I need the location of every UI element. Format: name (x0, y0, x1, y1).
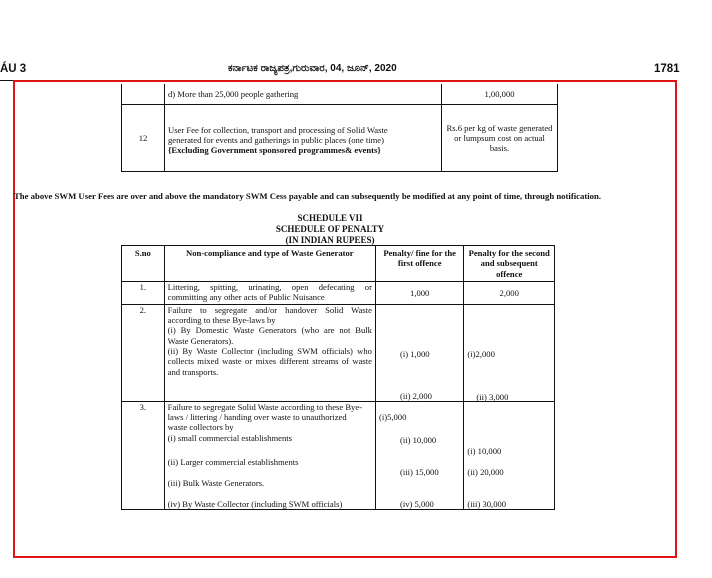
table-row (122, 401, 555, 509)
col-header-second: Penalty for the second and subsequent offence (464, 246, 555, 282)
table-row (122, 105, 558, 172)
page-number: 1781 (654, 63, 680, 75)
desc-cell (164, 304, 375, 401)
row-12-sno: 12 (138, 132, 148, 143)
col-header-first: Penalty/ fine for the first offence (375, 246, 463, 282)
row-2-second-ii: (ii) 3,000 (476, 391, 509, 402)
row-3-desc-part: (ii) Larger commercial establishments (167, 456, 299, 467)
row-3-first-iii: (iii) 15,000 (399, 466, 439, 477)
header-rule (0, 80, 14, 81)
row-2-desc-part: (ii) By Waste Collector (including SWM officials) who collects mixed waste or mixes different streams of waste and transports. (167, 346, 372, 377)
row-12-fee-line: or lumpsum cost on actual (454, 132, 545, 143)
row-3-second-i: (i) 10,000 (467, 445, 502, 456)
row-3-desc-part: (iii) Bulk Waste Generators. (167, 477, 265, 488)
second-offence-cell: 2,000 (464, 281, 555, 304)
row-12-fee-line: Rs.6 per kg of waste generated (446, 122, 553, 133)
gazette-header: ಕರ್ನಾಟಕ ರಾಜ್ಯಪತ್ರ,ಗುರುವಾರ, 04, ಜೂನ್, 2020 (228, 63, 397, 74)
row-3-first-i: (i)5,000 (378, 411, 407, 422)
schedule-title: SCHEDULE VII (297, 213, 363, 223)
second-offence-cell (464, 304, 555, 401)
row-d-desc: d) More than 25,000 people gathering (168, 88, 299, 99)
table-row (122, 84, 558, 105)
user-fee-table (121, 84, 558, 172)
schedule-subtitle: SCHEDULE OF PENALTY (275, 224, 385, 234)
row-12-desc-line: User Fee for collection, transport and processing of Solid Waste (168, 124, 388, 135)
swm-fee-note: The above SWM User Fees are over and above the mandatory SWM Cess payable and can subsequently be modified at any point of time, through notification. (14, 191, 601, 201)
row-3-second-ii: (ii) 20,000 (467, 466, 504, 477)
first-offence-cell (375, 401, 463, 509)
row-12-fee-line: basis. (489, 143, 510, 154)
sno-cell: 2. (122, 304, 165, 401)
row-2-first-ii: (ii) 2,000 (399, 390, 432, 401)
row-12-desc-line: generated for events and gatherings in public places (one time) (168, 134, 384, 145)
row-2-desc-part: (i) By Domestic Waste Generators (who are not Bulk Waste Generators). (167, 325, 372, 346)
schedule-currency: (IN INDIAN RUPEES) (285, 235, 375, 245)
sno-cell: 1. (122, 281, 165, 304)
penalty-table (121, 245, 555, 510)
table-row (122, 281, 555, 304)
col-header-sno: S.no (122, 246, 165, 282)
row-3-desc-part: Failure to segregate Solid Waste according to these Bye-laws / littering / handing over waste to unauthorized waste collectors by (167, 401, 363, 433)
row-12-desc-line: {Excluding Government sponsored programmes& events} (168, 145, 381, 156)
header-left-label: ÁU 3 (0, 63, 27, 75)
first-offence-cell (375, 304, 463, 401)
desc-cell (165, 105, 442, 172)
row-3-desc-part: (iv) By Waste Collector (including SWM officials) (167, 498, 343, 509)
col-header-type: Non-compliance and type of Waste Generator (164, 246, 375, 282)
row-3-second-iii: (iii) 30,000 (467, 498, 507, 509)
second-offence-cell (464, 401, 555, 509)
row-3-first-ii: (ii) 10,000 (399, 434, 437, 445)
first-offence-cell: 1,000 (375, 281, 463, 304)
fee-cell (442, 105, 558, 172)
sno-cell (122, 105, 165, 172)
row-3-first-iv: (iv) 5,000 (399, 498, 434, 509)
row-2-desc-part: Failure to segregate and/or handover Solid Waste according to these Bye-laws by (167, 304, 372, 326)
row-2-first-i: (i) 1,000 (399, 348, 430, 359)
sno-cell: 3. (122, 401, 165, 509)
sno-cell (122, 84, 165, 105)
row-3-desc-part: (i) small commercial establishments (167, 432, 293, 443)
row-d-fee: 1,00,000 (484, 88, 515, 99)
desc-cell (165, 84, 442, 105)
desc-cell: Littering, spitting, urinating, open defecating or committing any other acts of Public Nuisance (164, 281, 375, 304)
row-2-second-i: (i)2,000 (467, 348, 495, 359)
table-row (122, 304, 555, 401)
fee-cell (442, 84, 558, 105)
desc-cell (164, 401, 375, 509)
table-header-row (122, 246, 555, 282)
